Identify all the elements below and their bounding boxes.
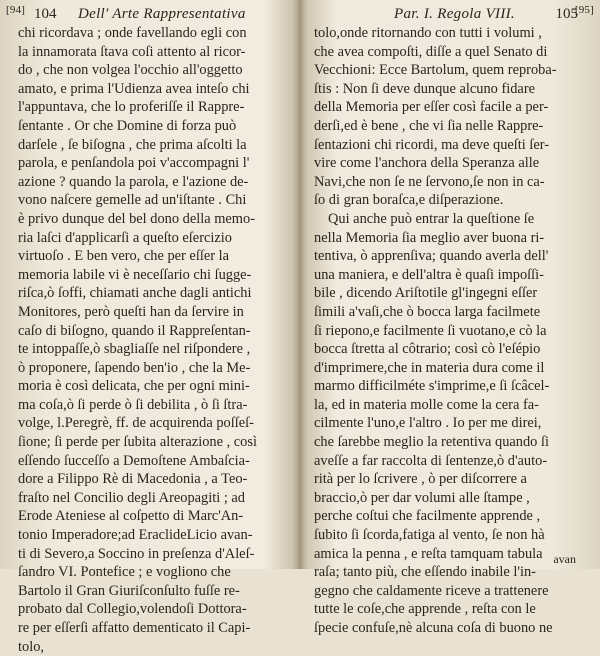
text-line: Monitores, però queſti han da ſervire in (18, 303, 244, 320)
text-line: ſi riepono,e facilmente ſi vuotano,e cò la (314, 322, 547, 339)
text-line: re per eſſerſi affatto dementicato il Capi- (18, 620, 251, 636)
text-line: cilmente l'uno,e l'altro . Io per me direi, (314, 415, 542, 432)
text-line: do , che non volgea l'occhio all'oggetto (18, 62, 243, 79)
text-line: caſo di biſogno, quando il Rappreſentan- (18, 322, 251, 339)
right-page (302, 0, 600, 636)
text-line: vire come l'anchora della Speranza alle (314, 155, 540, 172)
text-line: moria è così delicata, che per ogni mini- (18, 378, 250, 395)
text-line: bocca ſtretta al côtrario; così cò l'eſépio (314, 341, 541, 358)
text-line: Vecchioni: Ecce Bartolum, quem reproba- (314, 62, 557, 79)
text-line: dore a Filippo Rè di Macedonia , a Teo- (18, 471, 248, 488)
text-line: Qui anche può entrar la queſtione ſe (328, 210, 535, 227)
right-running-head: Par. I. Regola VIII. (394, 6, 515, 22)
text-line: ò proponere, ſapendo ben'io , che la Me- (18, 359, 251, 376)
text-line: darſele , ſe biſogna , che prima aſcolti la (18, 136, 247, 153)
text-line: una maniera, e dell'altra è quaſi impoſſi- (314, 266, 544, 283)
left-page (0, 0, 298, 655)
catchword: avan (553, 552, 576, 566)
text-line: perche coſtui che facilmente apprende , (314, 508, 541, 525)
text-line: memoria labile vi è neceſſario chi ſugge- (18, 266, 252, 283)
text-line: nella Memoria ſia meglio aver buona ri- (314, 229, 545, 246)
text-line: Bartolo il Gran Giuriſconſulto fuſſe re- (18, 582, 240, 599)
text-line: ria laſci d'applicarſi a queſto eſercizio (18, 229, 232, 246)
text-line: Navi,che non ſe ne ſervono,ſe non in ca- (314, 173, 545, 190)
text-line: la, ed in materia molle come la cera fa- (314, 396, 539, 413)
text-line: eſſendo ſucceſſo a Demoſtene Ambaſcia- (18, 452, 250, 469)
left-page-number: 104 (34, 6, 57, 22)
text-line: tonio Imperadore;ad EraclideLicio avan- (18, 527, 253, 544)
text-line: ſentazioni chi ricordi, ma deve queſti ſer- (314, 136, 550, 153)
text-line: amato, e prima l'Udienza avea inteſo chi (18, 80, 250, 97)
left-text-body (18, 24, 290, 656)
text-line: probato dal Collegio,volendoſi Dottora- (18, 601, 247, 618)
text-line: ſubito ſi ſcorda,fatiga al vento, ſe non hà (314, 527, 545, 544)
left-running-head: Dell' Arte Rappresentativa (78, 6, 246, 22)
text-line: rità per lo ſcrivere , ò per diſcorrere a (314, 471, 527, 488)
text-line: raſa; tanto più, che eſſendo inabile l'in- (314, 564, 536, 581)
text-line: ma coſa,ò ſi perde ò ſi debilita , ò ſi ſtra- (18, 396, 248, 413)
text-line: ſimili a'vaſi,che ò bocca larga facilmete (314, 303, 541, 320)
text-line: ti di Severo,a Soccino in preſenza d'Aleſ- (18, 545, 255, 562)
text-line: ſione; ſi perde per ſubita alterazione , così (18, 434, 257, 451)
text-line: della Memoria per eſſer così facile a per- (314, 99, 549, 116)
text-line: ſo di gran boraſca,e diſperazione. (314, 192, 504, 209)
text-line: chi ricordava ; onde favellando egli con (18, 25, 247, 41)
text-line: vono naſcere gemelle ad un'iſtante . Chi (18, 192, 247, 209)
text-line: l'appuntava, che lo proferiſſe il Rappre- (18, 99, 245, 116)
text-line: parola, e penſandola poi v'accompagni l' (18, 155, 250, 172)
text-line: marmo difficilméte s'imprime,e ſi ſcâcel- (314, 378, 550, 395)
text-line: fraſto nel Concilio degli Areopagiti ; ad (18, 489, 245, 506)
text-line: riſca,ò ſoffi, chiamati anche dagli antichi (18, 285, 252, 302)
left-folio: [94] (6, 4, 26, 16)
text-line: Erode Ateniese al coſpetto di Marc'An- (18, 508, 244, 525)
text-line: aveſſe a far raccolta di ſentenze,ò d'auto- (314, 452, 548, 469)
text-line: ſpecie confuſe,nè alcuna coſa di buono ne (314, 620, 553, 636)
text-line: tentiva, ò apprenſiva; quando averla dell' (314, 248, 549, 265)
text-line: amica la penna , e reſta tamquam tabula (314, 545, 543, 562)
right-folio: [95] (574, 4, 594, 16)
text-line: derſi,ed è bene , che vi ſia nelle Rappre- (314, 117, 544, 134)
text-line: braccio,ò per dar volumi alle ſtampe , (314, 489, 530, 506)
text-line: te intoppaſſe,ò sbagliaſſe nel riſpondere , (18, 341, 251, 358)
text-line: che ſarebbe meglio la retentiva quando ſi (314, 434, 549, 451)
text-line: ſentante . Or che Domine di forza può (18, 117, 237, 134)
text-line: d'imprimere,che in materia dura come il (314, 359, 545, 376)
text-line: virtuoſo . E ben vero, che per eſſer la (18, 248, 229, 265)
right-page-number: 105 (555, 6, 578, 22)
text-line: è privo dunque del bel dono della memo- (18, 210, 255, 227)
text-line: che avea compoſti, diſſe a quel Senato di (314, 43, 548, 60)
text-line: volge, l.Peregrè, ff. de acquirenda poſſeſ- (18, 415, 254, 432)
text-line: la innamorata ſtava coſi attento al ricor- (18, 43, 246, 60)
text-line: gegno che caldamente riceve a trattenere (314, 582, 549, 599)
text-line: azione ? quando la parola, e l'azione de- (18, 173, 249, 190)
text-line: tolo, (18, 638, 44, 655)
text-line: bile , dicendo Ariſtotile gl'ingegni eſſer (314, 285, 538, 302)
text-line: tutte le coſe,che apprende , reſta con le (314, 601, 536, 618)
text-line: ſandro VI. Pontefice ; e vogliono che (18, 564, 231, 581)
right-text-body (314, 24, 592, 638)
text-line: tolo,onde ritornando con tutti i volumi , (314, 25, 542, 41)
text-line: ſtis : Non ſi deve dunque alcuno fidare (314, 80, 535, 97)
